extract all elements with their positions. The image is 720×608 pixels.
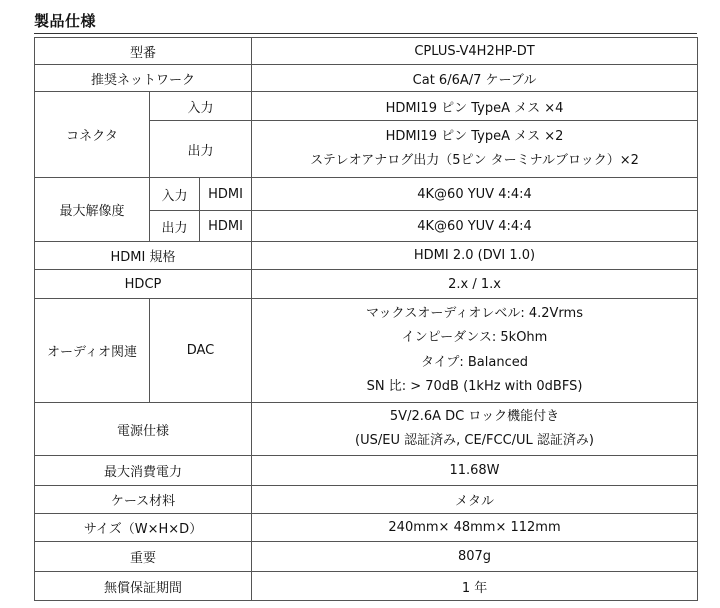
row-value: 2.x / 1.x	[252, 270, 698, 299]
table-row-power	[35, 403, 698, 456]
row-label: 重要	[35, 542, 252, 572]
table-row-weight	[35, 542, 698, 572]
row-label: サイズ（W×H×D）	[35, 514, 252, 542]
sub-label: 出力	[150, 121, 252, 178]
value-line: 5V/2.6A DC ロック機能付き	[389, 408, 560, 424]
row-value: 4K@60 YUV 4:4:4	[252, 211, 698, 242]
value-line: HDMI19 ピン TypeA メス ×2	[385, 128, 564, 144]
row-value	[252, 403, 698, 456]
port-label: HDMI	[200, 211, 252, 242]
sub-label: 出力	[150, 211, 200, 242]
value-line: ステレオアナログ出力（5ピン ターミナルブロック）×2	[310, 153, 639, 168]
heading-rule	[34, 33, 697, 34]
value-line: マックスオーディオレベル: 4.2Vrms	[366, 305, 583, 321]
table-row-size	[35, 514, 698, 542]
port-label: HDMI	[200, 178, 252, 211]
row-value: CPLUS-V4H2HP-DT	[252, 38, 698, 65]
value-line: (US/EU 認証済み, CE/FCC/UL 認証済み)	[355, 433, 595, 448]
sub-label: 入力	[150, 92, 252, 121]
row-value: 1 年	[252, 572, 698, 601]
row-label: オーディオ関連	[35, 299, 150, 403]
table-row-hdcp	[35, 270, 698, 299]
row-value: 11.68W	[252, 456, 698, 486]
sub-label: DAC	[150, 299, 252, 403]
table-row-cable	[35, 65, 698, 92]
row-label: HDMI 規格	[35, 242, 252, 270]
row-value: Cat 6/6A/7 ケーブル	[252, 65, 698, 92]
table-row-connector-input	[35, 92, 698, 121]
row-label: 最大消費電力	[35, 456, 252, 486]
row-value: 4K@60 YUV 4:4:4	[252, 178, 698, 211]
value-line: インピーダンス: 5kOhm	[401, 330, 548, 345]
row-label: コネクタ	[35, 92, 150, 178]
row-value: HDMI19 ピン TypeA メス ×4	[252, 92, 698, 121]
table-row-model	[35, 38, 698, 65]
table-row-material	[35, 486, 698, 514]
row-label: 無償保証期間	[35, 572, 252, 601]
row-value	[252, 299, 698, 403]
row-value	[252, 121, 698, 178]
row-label: HDCP	[35, 270, 252, 299]
table-row-audio	[35, 299, 698, 403]
row-value: HDMI 2.0 (DVI 1.0)	[252, 242, 698, 270]
row-label: 型番	[35, 38, 252, 65]
row-value: 807g	[252, 542, 698, 572]
spec-table	[34, 37, 698, 601]
row-value: メタル	[252, 486, 698, 514]
table-row-hdmi	[35, 242, 698, 270]
section-heading: 製品仕様	[34, 12, 97, 30]
row-value: 240mm× 48mm× 112mm	[252, 514, 698, 542]
row-label: 電源仕様	[35, 403, 252, 456]
row-label: 最大解像度	[35, 178, 150, 242]
table-row-resolution-input	[35, 178, 698, 211]
value-line: タイプ: Balanced	[421, 354, 528, 370]
table-row-consumption	[35, 456, 698, 486]
row-label: ケース材料	[35, 486, 252, 514]
row-label: 推奨ネットワーク	[35, 65, 252, 92]
value-line: SN 比: > 70dB (1kHz with 0dBFS)	[366, 379, 583, 394]
table-row-warranty	[35, 572, 698, 601]
sub-label: 入力	[150, 178, 200, 211]
